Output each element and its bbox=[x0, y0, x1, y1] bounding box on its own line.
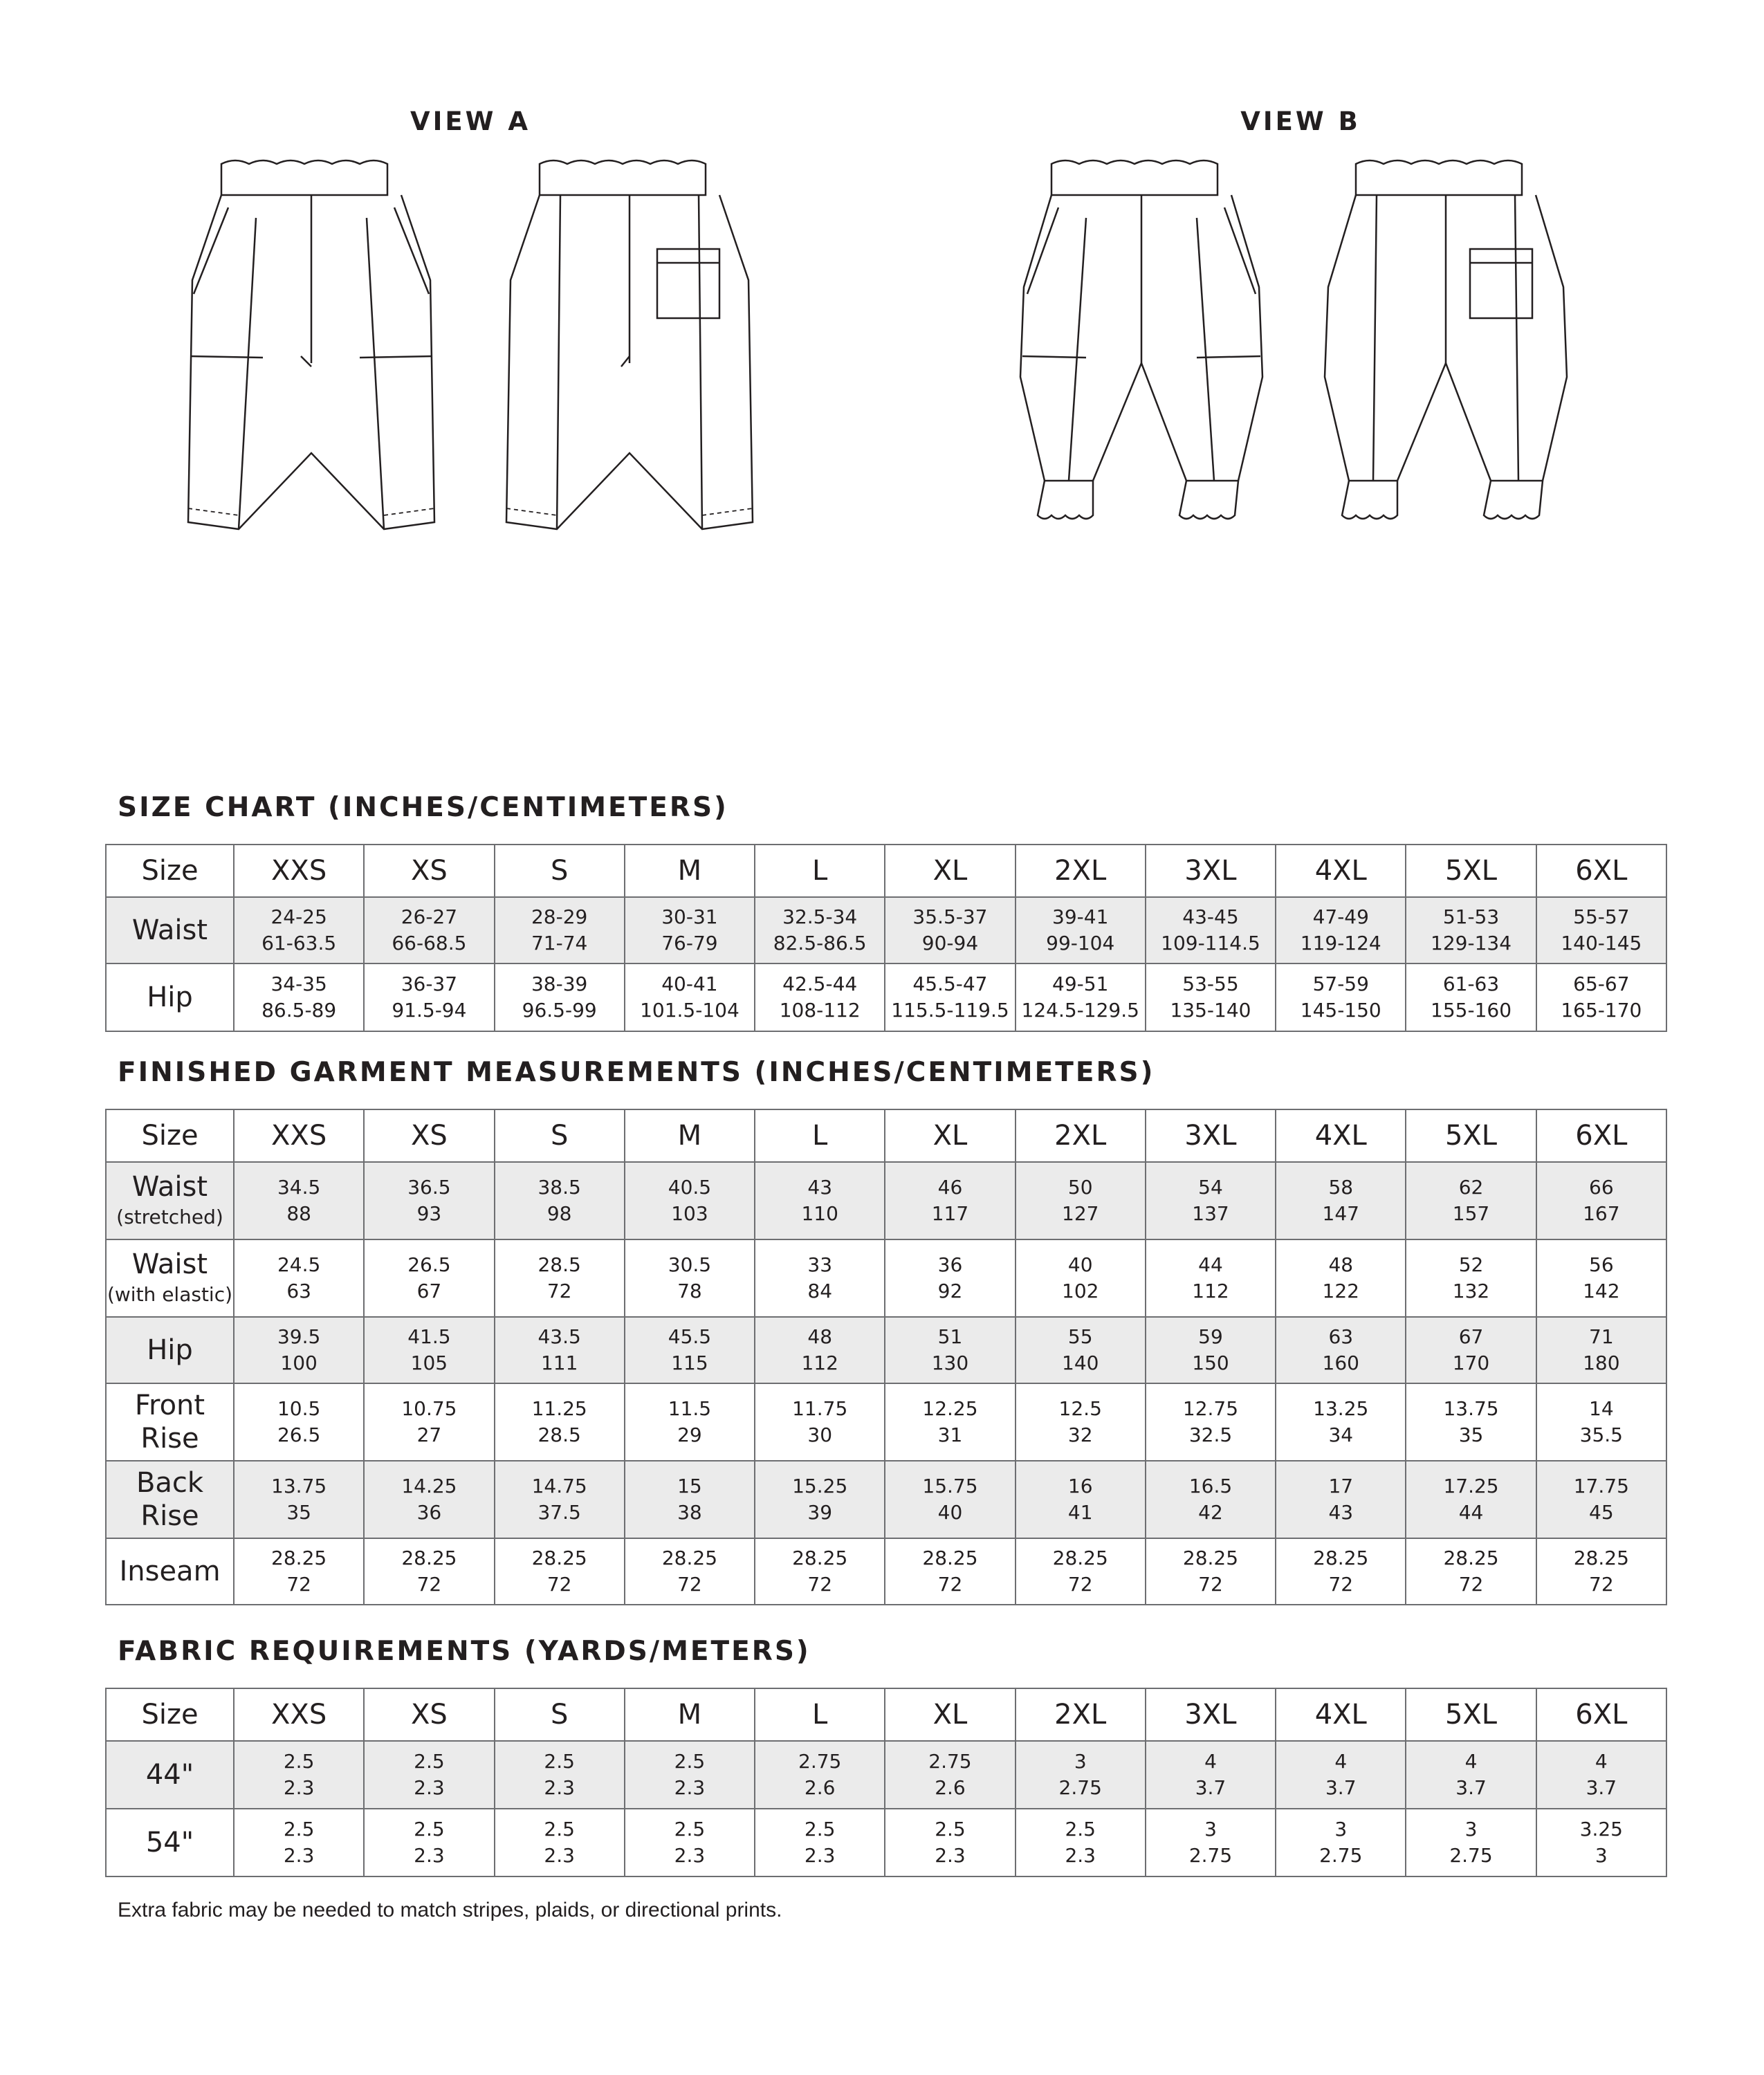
table-cell: 28.25 72 bbox=[1536, 1538, 1666, 1605]
table-cell: 36.5 93 bbox=[364, 1162, 494, 1239]
table-cell: 58 147 bbox=[1276, 1162, 1406, 1239]
header-cell: 3XL bbox=[1146, 845, 1276, 897]
header-cell: XXS bbox=[234, 1688, 364, 1741]
table-cell: 36-37 91.5-94 bbox=[364, 963, 494, 1031]
header-cell: 4XL bbox=[1276, 1109, 1406, 1162]
row-label: Back Rise bbox=[106, 1461, 234, 1538]
table-row bbox=[106, 1239, 1666, 1317]
table-cell: 11.75 30 bbox=[755, 1383, 885, 1461]
header-cell: 6XL bbox=[1536, 845, 1666, 897]
row-label: Waist bbox=[106, 897, 234, 963]
header-cell: L bbox=[755, 1688, 885, 1741]
table-cell: 57-59 145-150 bbox=[1276, 963, 1406, 1031]
table-cell: 14.25 36 bbox=[364, 1461, 494, 1538]
table-cell: 15.75 40 bbox=[885, 1461, 1015, 1538]
table-cell: 2.5 2.3 bbox=[1016, 1809, 1146, 1876]
table-cell: 24.5 63 bbox=[234, 1239, 364, 1317]
table-cell: 28.25 72 bbox=[1276, 1538, 1406, 1605]
table-cell: 2.5 2.3 bbox=[234, 1741, 364, 1809]
header-cell: XL bbox=[885, 1688, 1015, 1741]
table-header-row bbox=[106, 1688, 1666, 1741]
row-label: Waist (with elastic) bbox=[106, 1239, 234, 1317]
table-cell: 42.5-44 108-112 bbox=[755, 963, 885, 1031]
size-chart-title: SIZE CHART (INCHES/CENTIMETERS) bbox=[118, 792, 728, 823]
table-cell: 33 84 bbox=[755, 1239, 885, 1317]
table-row bbox=[106, 1162, 1666, 1239]
size-chart-table bbox=[105, 844, 1667, 1032]
table-cell: 59 150 bbox=[1146, 1317, 1276, 1383]
row-label: 54" bbox=[106, 1809, 234, 1876]
table-cell: 28.25 72 bbox=[1406, 1538, 1536, 1605]
header-cell: L bbox=[755, 845, 885, 897]
table-cell: 45.5 115 bbox=[625, 1317, 755, 1383]
header-cell: S bbox=[495, 1688, 625, 1741]
table-cell: 30.5 78 bbox=[625, 1239, 755, 1317]
header-cell: Size bbox=[106, 1109, 234, 1162]
view-b-back-pants bbox=[1325, 160, 1567, 519]
finished-measurements-table bbox=[105, 1109, 1667, 1605]
view-b-title: VIEW B bbox=[1240, 107, 1361, 136]
table-cell: 14.75 37.5 bbox=[495, 1461, 625, 1538]
table-cell: 50 127 bbox=[1016, 1162, 1146, 1239]
table-cell: 28.25 72 bbox=[1146, 1538, 1276, 1605]
header-cell: XS bbox=[364, 1109, 494, 1162]
table-cell: 63 160 bbox=[1276, 1317, 1406, 1383]
table-cell: 12.25 31 bbox=[885, 1383, 1015, 1461]
header-cell: 4XL bbox=[1276, 845, 1406, 897]
table-cell: 38.5 98 bbox=[495, 1162, 625, 1239]
table-row bbox=[106, 1809, 1666, 1876]
table-cell: 28-29 71-74 bbox=[495, 897, 625, 963]
view-a-title: VIEW A bbox=[410, 107, 531, 136]
table-cell: 12.75 32.5 bbox=[1146, 1383, 1276, 1461]
finished-measurements-title: FINISHED GARMENT MEASUREMENTS (INCHES/CENTIMETERS) bbox=[118, 1057, 1155, 1088]
row-label: Hip bbox=[106, 1317, 234, 1383]
header-cell: 5XL bbox=[1406, 1109, 1536, 1162]
table-cell: 40 102 bbox=[1016, 1239, 1146, 1317]
table-cell: 65-67 165-170 bbox=[1536, 963, 1666, 1031]
header-cell: M bbox=[625, 845, 755, 897]
table-cell: 32.5-34 82.5-86.5 bbox=[755, 897, 885, 963]
header-cell: S bbox=[495, 1109, 625, 1162]
table-cell: 61-63 155-160 bbox=[1406, 963, 1536, 1031]
table-cell: 2.5 2.3 bbox=[885, 1809, 1015, 1876]
table-row bbox=[106, 897, 1666, 963]
table-row bbox=[106, 1383, 1666, 1461]
table-cell: 3 2.75 bbox=[1146, 1809, 1276, 1876]
table-cell: 28.25 72 bbox=[625, 1538, 755, 1605]
table-cell: 55 140 bbox=[1016, 1317, 1146, 1383]
table-cell: 4 3.7 bbox=[1146, 1741, 1276, 1809]
header-cell: Size bbox=[106, 845, 234, 897]
table-cell: 4 3.7 bbox=[1536, 1741, 1666, 1809]
fabric-note: Extra fabric may be needed to match stripes, plaids, or directional prints. bbox=[118, 1899, 782, 1921]
table-row bbox=[106, 963, 1666, 1031]
table-row bbox=[106, 1317, 1666, 1383]
header-cell: 5XL bbox=[1406, 845, 1536, 897]
header-cell: L bbox=[755, 1109, 885, 1162]
table-cell: 46 117 bbox=[885, 1162, 1015, 1239]
table-cell: 13.75 35 bbox=[234, 1461, 364, 1538]
table-cell: 2.5 2.3 bbox=[495, 1741, 625, 1809]
table-cell: 41.5 105 bbox=[364, 1317, 494, 1383]
table-cell: 2.5 2.3 bbox=[364, 1809, 494, 1876]
table-cell: 17.75 45 bbox=[1536, 1461, 1666, 1538]
view-b-front-pants bbox=[1020, 160, 1262, 519]
header-cell: Size bbox=[106, 1688, 234, 1741]
table-cell: 36 92 bbox=[885, 1239, 1015, 1317]
table-cell: 40.5 103 bbox=[625, 1162, 755, 1239]
table-cell: 62 157 bbox=[1406, 1162, 1536, 1239]
table-cell: 3 2.75 bbox=[1016, 1741, 1146, 1809]
table-cell: 28.25 72 bbox=[755, 1538, 885, 1605]
table-cell: 2.5 2.3 bbox=[755, 1809, 885, 1876]
table-cell: 26-27 66-68.5 bbox=[364, 897, 494, 963]
table-cell: 51-53 129-134 bbox=[1406, 897, 1536, 963]
table-cell: 39-41 99-104 bbox=[1016, 897, 1146, 963]
table-cell: 3.25 3 bbox=[1536, 1809, 1666, 1876]
header-cell: 5XL bbox=[1406, 1688, 1536, 1741]
table-cell: 53-55 135-140 bbox=[1146, 963, 1276, 1031]
table-cell: 35.5-37 90-94 bbox=[885, 897, 1015, 963]
header-cell: XS bbox=[364, 1688, 494, 1741]
table-cell: 43 110 bbox=[755, 1162, 885, 1239]
table-cell: 16 41 bbox=[1016, 1461, 1146, 1538]
fabric-requirements-table bbox=[105, 1688, 1667, 1877]
table-cell: 15 38 bbox=[625, 1461, 755, 1538]
table-cell: 17 43 bbox=[1276, 1461, 1406, 1538]
table-cell: 56 142 bbox=[1536, 1239, 1666, 1317]
table-cell: 71 180 bbox=[1536, 1317, 1666, 1383]
table-cell: 10.5 26.5 bbox=[234, 1383, 364, 1461]
table-cell: 4 3.7 bbox=[1406, 1741, 1536, 1809]
header-cell: M bbox=[625, 1688, 755, 1741]
table-cell: 3 2.75 bbox=[1406, 1809, 1536, 1876]
table-row bbox=[106, 1461, 1666, 1538]
table-cell: 28.25 72 bbox=[364, 1538, 494, 1605]
table-cell: 52 132 bbox=[1406, 1239, 1536, 1317]
table-cell: 16.5 42 bbox=[1146, 1461, 1276, 1538]
view-a-back-pants bbox=[506, 160, 753, 529]
header-cell: XL bbox=[885, 1109, 1015, 1162]
header-cell: XS bbox=[364, 845, 494, 897]
table-cell: 44 112 bbox=[1146, 1239, 1276, 1317]
table-cell: 10.75 27 bbox=[364, 1383, 494, 1461]
table-cell: 14 35.5 bbox=[1536, 1383, 1666, 1461]
table-cell: 2.75 2.6 bbox=[755, 1741, 885, 1809]
table-cell: 45.5-47 115.5-119.5 bbox=[885, 963, 1015, 1031]
view-b-pants-illustration bbox=[1010, 156, 1633, 709]
table-cell: 13.75 35 bbox=[1406, 1383, 1536, 1461]
header-cell: 2XL bbox=[1016, 1109, 1146, 1162]
header-cell: 3XL bbox=[1146, 1109, 1276, 1162]
header-cell: XXS bbox=[234, 845, 364, 897]
header-cell: M bbox=[625, 1109, 755, 1162]
table-cell: 49-51 124.5-129.5 bbox=[1016, 963, 1146, 1031]
row-label: Hip bbox=[106, 963, 234, 1031]
header-cell: S bbox=[495, 845, 625, 897]
table-cell: 34-35 86.5-89 bbox=[234, 963, 364, 1031]
table-cell: 3 2.75 bbox=[1276, 1809, 1406, 1876]
table-cell: 2.5 2.3 bbox=[625, 1741, 755, 1809]
table-cell: 40-41 101.5-104 bbox=[625, 963, 755, 1031]
table-cell: 48 112 bbox=[755, 1317, 885, 1383]
table-cell: 66 167 bbox=[1536, 1162, 1666, 1239]
table-cell: 51 130 bbox=[885, 1317, 1015, 1383]
table-cell: 28.25 72 bbox=[234, 1538, 364, 1605]
table-cell: 17.25 44 bbox=[1406, 1461, 1536, 1538]
header-cell: 6XL bbox=[1536, 1109, 1666, 1162]
header-cell: XXS bbox=[234, 1109, 364, 1162]
table-header-row bbox=[106, 1109, 1666, 1162]
header-cell: XL bbox=[885, 845, 1015, 897]
view-a-pants-illustration bbox=[173, 156, 796, 709]
header-cell: 3XL bbox=[1146, 1688, 1276, 1741]
table-cell: 43.5 111 bbox=[495, 1317, 625, 1383]
table-row bbox=[106, 1538, 1666, 1605]
table-header-row bbox=[106, 845, 1666, 897]
table-cell: 38-39 96.5-99 bbox=[495, 963, 625, 1031]
table-cell: 28.25 72 bbox=[1016, 1538, 1146, 1605]
table-cell: 4 3.7 bbox=[1276, 1741, 1406, 1809]
row-label: Waist (stretched) bbox=[106, 1162, 234, 1239]
table-cell: 2.75 2.6 bbox=[885, 1741, 1015, 1809]
table-cell: 24-25 61-63.5 bbox=[234, 897, 364, 963]
row-label: 44" bbox=[106, 1741, 234, 1809]
table-cell: 26.5 67 bbox=[364, 1239, 494, 1317]
table-cell: 2.5 2.3 bbox=[234, 1809, 364, 1876]
header-cell: 6XL bbox=[1536, 1688, 1666, 1741]
header-cell: 4XL bbox=[1276, 1688, 1406, 1741]
row-label: Inseam bbox=[106, 1538, 234, 1605]
table-cell: 15.25 39 bbox=[755, 1461, 885, 1538]
table-cell: 2.5 2.3 bbox=[364, 1741, 494, 1809]
table-cell: 30-31 76-79 bbox=[625, 897, 755, 963]
table-cell: 55-57 140-145 bbox=[1536, 897, 1666, 963]
table-cell: 47-49 119-124 bbox=[1276, 897, 1406, 963]
table-cell: 43-45 109-114.5 bbox=[1146, 897, 1276, 963]
table-row bbox=[106, 1741, 1666, 1809]
row-label: Front Rise bbox=[106, 1383, 234, 1461]
view-a-front-pants bbox=[188, 160, 434, 529]
table-cell: 48 122 bbox=[1276, 1239, 1406, 1317]
table-cell: 12.5 32 bbox=[1016, 1383, 1146, 1461]
table-cell: 2.5 2.3 bbox=[495, 1809, 625, 1876]
table-cell: 28.25 72 bbox=[885, 1538, 1015, 1605]
table-cell: 2.5 2.3 bbox=[625, 1809, 755, 1876]
table-cell: 34.5 88 bbox=[234, 1162, 364, 1239]
table-cell: 28.25 72 bbox=[495, 1538, 625, 1605]
table-cell: 13.25 34 bbox=[1276, 1383, 1406, 1461]
table-cell: 39.5 100 bbox=[234, 1317, 364, 1383]
fabric-requirements-title: FABRIC REQUIREMENTS (YARDS/METERS) bbox=[118, 1636, 811, 1667]
table-cell: 11.25 28.5 bbox=[495, 1383, 625, 1461]
header-cell: 2XL bbox=[1016, 845, 1146, 897]
table-cell: 67 170 bbox=[1406, 1317, 1536, 1383]
header-cell: 2XL bbox=[1016, 1688, 1146, 1741]
table-cell: 28.5 72 bbox=[495, 1239, 625, 1317]
table-cell: 11.5 29 bbox=[625, 1383, 755, 1461]
table-cell: 54 137 bbox=[1146, 1162, 1276, 1239]
